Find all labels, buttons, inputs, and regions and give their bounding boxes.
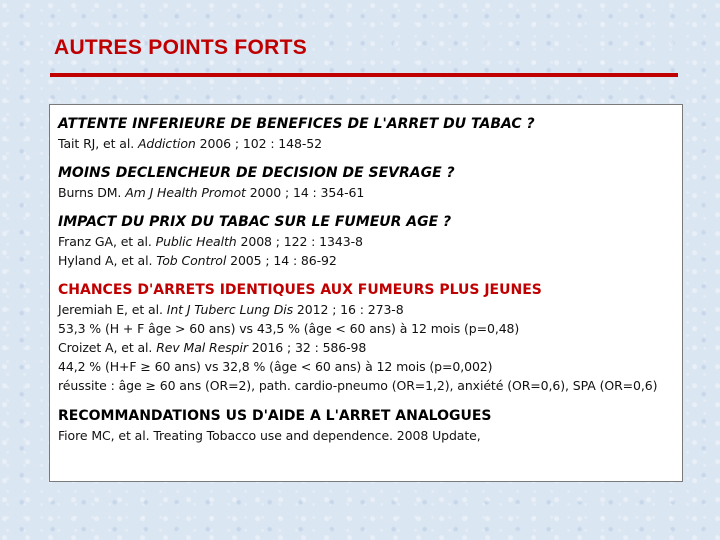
ref-details: 2008 ; 122 : 1343-8 <box>236 234 363 249</box>
slide-title: AUTRES POINTS FORTS <box>54 36 308 59</box>
ref-authors: Franz GA, et al. <box>58 234 156 249</box>
ref-journal: Public Health <box>155 234 237 249</box>
reference-line <box>58 338 676 357</box>
section-heading: CHANCES D'ARRETS IDENTIQUES AUX FUMEURS PLUS JEUNES <box>58 282 542 298</box>
reference-line <box>58 183 676 202</box>
reference-line <box>58 251 676 270</box>
section-price-impact <box>58 213 676 270</box>
title-underline <box>50 73 678 77</box>
ref-authors: Tait RJ, et al. <box>58 136 138 151</box>
ref-details: 2006 ; 102 : 148-52 <box>195 136 322 151</box>
section-decision-trigger <box>58 164 676 202</box>
reference-line <box>58 232 676 251</box>
section-quit-chances <box>58 281 676 395</box>
ref-details: 2016 ; 32 : 586-98 <box>247 340 367 355</box>
ref-journal: Am J Health Promot <box>125 185 246 200</box>
ref-journal: Rev Mal Respir <box>156 340 248 355</box>
section-expected-benefits <box>58 115 676 153</box>
result-line: 53,3 % (H + F âge > 60 ans) vs 43,5 % (âge < 60 ans) à 12 mois (p=0,48) <box>58 321 520 336</box>
ref-details: 2005 ; 14 : 86-92 <box>226 253 337 268</box>
result-line: 44,2 % (H+F ≥ 60 ans) vs 32,8 % (âge < 60 ans) à 12 mois (p=0,002) <box>58 359 493 374</box>
result-line: réussite : âge ≥ 60 ans (OR=2), path. cardio-pneumo (OR=1,2), anxiété (OR=0,6), SPA (OR=0,6) <box>58 378 658 393</box>
section-heading: RECOMMANDATIONS US D'AIDE A L'ARRET ANALOGUES <box>58 408 492 424</box>
ref-journal: Tob Control <box>156 253 227 268</box>
ref-details: 2012 ; 16 : 273-8 <box>293 302 404 317</box>
section-us-recommendations <box>58 407 676 445</box>
section-heading: ATTENTE INFERIEURE DE BENEFICES DE L'ARRET DU TABAC ? <box>58 116 535 132</box>
reference-line: Fiore MC, et al. Treating Tobacco use and dependence. 2008 Update, <box>58 428 481 443</box>
ref-details: 2000 ; 14 : 354-61 <box>245 185 365 200</box>
content-box <box>49 104 683 482</box>
ref-authors: Hyland A, et al. <box>58 253 157 268</box>
ref-authors: Burns DM. <box>58 185 126 200</box>
ref-authors: Croizet A, et al. <box>58 340 157 355</box>
ref-journal: Addiction <box>137 136 196 151</box>
reference-line <box>58 134 676 153</box>
section-heading: MOINS DECLENCHEUR DE DECISION DE SEVRAGE ? <box>58 165 455 181</box>
section-heading: IMPACT DU PRIX DU TABAC SUR LE FUMEUR AGE ? <box>58 214 452 230</box>
reference-line <box>58 300 676 319</box>
ref-authors: Jeremiah E, et al. <box>58 302 167 317</box>
ref-journal: Int J Tuberc Lung Dis <box>166 302 294 317</box>
